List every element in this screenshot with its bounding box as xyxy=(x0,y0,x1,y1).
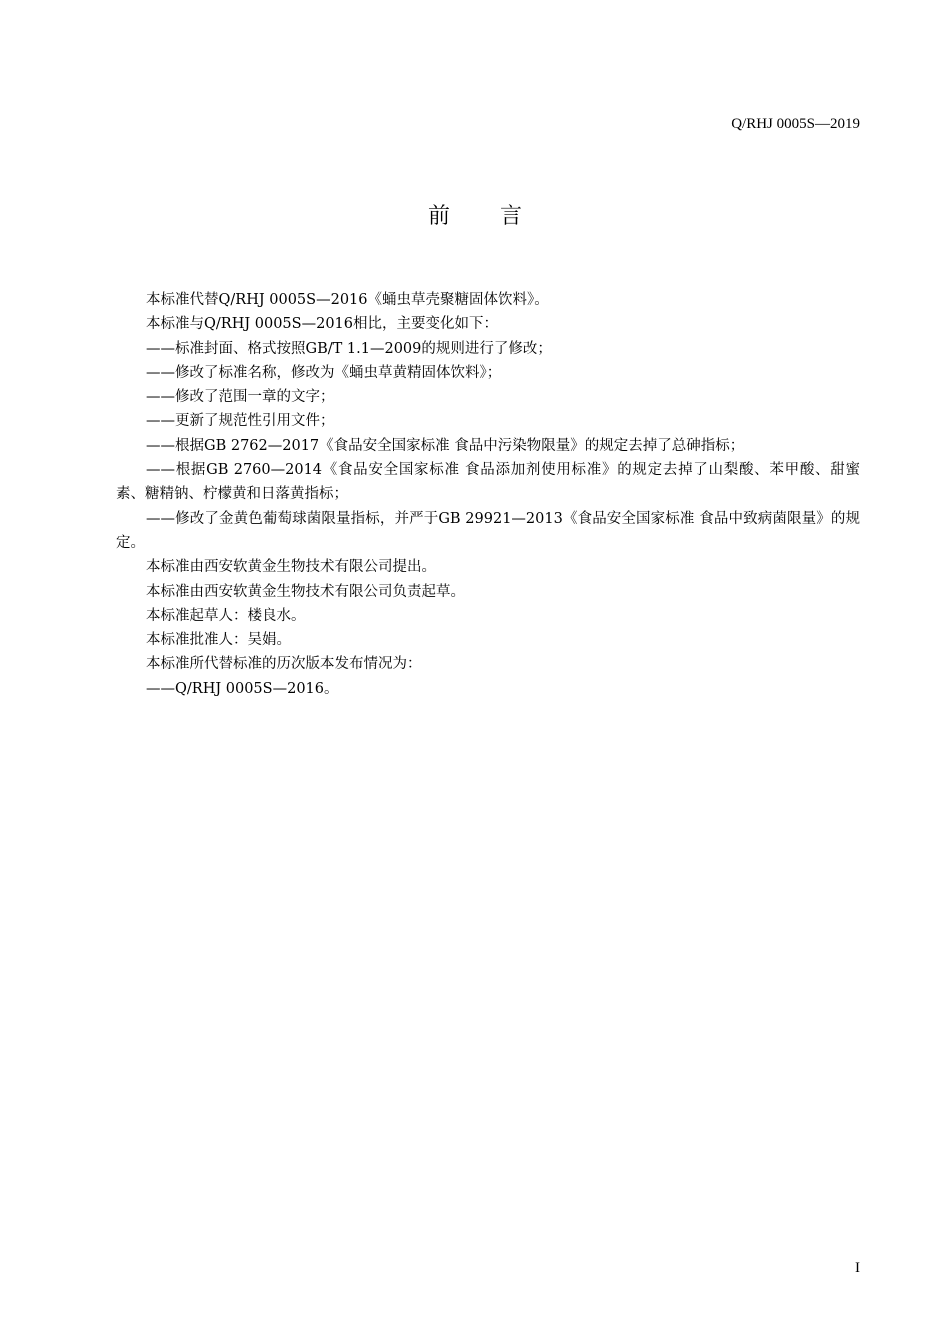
page-number: I xyxy=(855,1260,860,1276)
paragraph-11: 本标准由西安软黄金生物技术有限公司负责起草。 xyxy=(146,583,465,600)
paragraph-15: ——Q/RHJ 0005S—2016。 xyxy=(146,680,339,697)
paragraph-3: ——标准封面、格式按照GB/T 1.1—2009的规则进行了修改； xyxy=(146,340,552,357)
paragraph-7: ——根据GB 2762—2017《食品安全国家标准 食品中污染物限量》的规定去掉了总砷指标； xyxy=(146,437,745,454)
paragraph-1: 本标准代替Q/RHJ 0005S—2016《蛹虫草壳聚糖固体饮料》。 xyxy=(146,292,549,308)
paragraph-8: ——根据GB 2760—2014《食品安全国家标准 食品添加剂使用标准》的规定去掉了山梨酸、苯甲酸、甜蜜素、糖精钠、柠檬黄和日落黄指标； xyxy=(116,462,860,503)
paragraph-6: ——更新了规范性引用文件； xyxy=(146,413,335,430)
paragraph-12: 本标准起草人：楼良水。 xyxy=(146,607,306,624)
paragraph-2: 本标准与Q/RHJ 0005S—2016相比，主要变化如下： xyxy=(146,316,498,333)
paragraph-14: 本标准所代替标准的历次版本发布情况为： xyxy=(146,656,422,673)
paragraph-5: ——修改了范围一章的文字； xyxy=(146,389,335,406)
paragraph-9: ——修改了金黄色葡萄球菌限量指标，并严于GB 29921—2013《食品安全国家标准 食品中致病菌限量》的规定。 xyxy=(116,510,860,551)
document-code: Q/RHJ 0005S—2019 xyxy=(731,116,860,132)
paragraph-4: ——修改了标准名称，修改为《蛹虫草黄精固体饮料》； xyxy=(146,364,502,381)
page-title: 前言 xyxy=(427,204,572,229)
paragraph-13: 本标准批准人：吴娟。 xyxy=(146,632,291,649)
paragraph-10: 本标准由西安软黄金生物技术有限公司提出。 xyxy=(146,559,436,576)
foreword-body xyxy=(116,288,860,701)
